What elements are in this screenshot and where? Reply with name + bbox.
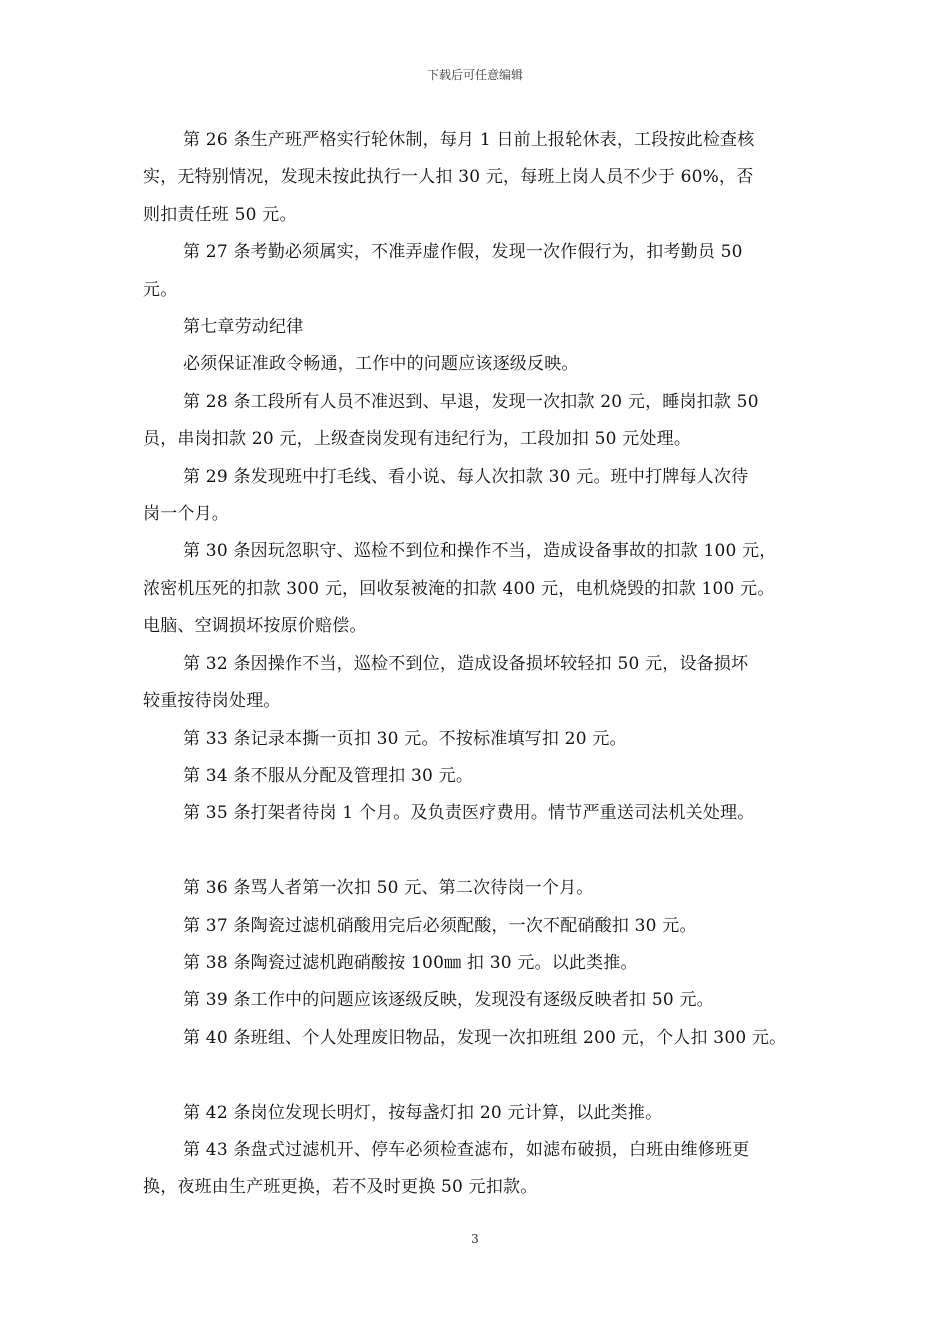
article-29-line-2: 岗一个月。: [143, 504, 229, 525]
article-30: [143, 533, 823, 645]
article-26: [143, 122, 823, 234]
article-28-line-1: 第 28 条工段所有人员不准迟到、早退，发现一次扣款 20 元，睡岗扣款 50: [183, 391, 759, 412]
article-40: 第 40 条班组、个人处理废旧物品，发现一次扣班组 200 元，个人扣 300 元。: [183, 1027, 787, 1048]
article-39: 第 39 条工作中的问题应该逐级反映，发现没有逐级反映者扣 50 元。: [183, 990, 714, 1011]
blank-line: [143, 1057, 823, 1094]
article-30-line-1: 第 30 条因玩忽职守、巡检不到位和操作不当，造成设备事故的扣款 100 元，: [183, 541, 777, 562]
article-43-line-2: 换，夜班由生产班更换，若不及时更换 50 元扣款。: [143, 1177, 538, 1198]
article-28-line-2: 员，串岗扣款 20 元，上级查岗发现有违纪行为，工段加扣 50 元处理。: [143, 429, 692, 450]
article-37: 第 37 条陶瓷过滤机硝酸用完后必须配酸，一次不配硝酸扣 30 元。: [183, 915, 697, 936]
article-29-line-1: 第 29 条发现班中打毛线、看小说、每人次扣款 30 元。班中打牌每人次待: [183, 466, 749, 487]
chapter-7-heading: 第七章劳动纪律: [183, 317, 304, 338]
article-43-line-1: 第 43 条盘式过滤机开、停车必须检查滤布，如滤布破损，白班由维修班更: [183, 1139, 750, 1160]
article-32-line-1: 第 32 条因操作不当，巡检不到位，造成设备损坏较轻扣 50 元，设备损坏: [183, 653, 749, 674]
page-header: 下载后可任意编辑: [426, 68, 523, 82]
article-34: 第 34 条不服从分配及管理扣 30 元。: [183, 765, 474, 786]
article-42: 第 42 条岗位发现长明灯，按每盏灯扣 20 元计算，以此类推。: [183, 1102, 663, 1123]
article-32: [143, 646, 823, 721]
document-body: [143, 122, 823, 1207]
article-27-line-2: 元。: [143, 279, 178, 300]
page-number: 3: [471, 1232, 479, 1246]
article-30-line-2: 浓密机压死的扣款 300 元，回收泵被淹的扣款 400 元，电机烧毁的扣款 100 元。: [143, 578, 775, 599]
article-36: 第 36 条骂人者第一次扣 50 元、第二次待岗一个月。: [183, 878, 594, 899]
article-26-line-2: 实，无特别情况，发现未按此执行一人扣 30 元，每班上岗人员不少于 60%，否: [143, 167, 754, 188]
article-32-line-2: 较重按待岗处理。: [143, 691, 281, 712]
article-33: 第 33 条记录本撕一页扣 30 元。不按标准填写扣 20 元。: [183, 728, 627, 749]
article-26-line-3: 则扣责任班 50 元。: [143, 204, 297, 225]
chapter-7-intro: 必须保证准政令畅通，工作中的问题应该逐级反映。: [183, 354, 579, 375]
article-30-line-3: 电脑、空调损坏按原价赔偿。: [143, 616, 367, 637]
article-38: 第 38 条陶瓷过滤机跑硝酸按 100㎜ 扣 30 元。以此类推。: [183, 952, 638, 973]
article-28: [143, 384, 823, 459]
blank-line: [143, 833, 823, 870]
article-27: [143, 234, 823, 309]
article-35: 第 35 条打架者待岗 1 个月。及负责医疗费用。情节严重送司法机关处理。: [183, 803, 755, 824]
article-29: [143, 459, 823, 534]
article-27-line-1: 第 27 条考勤必须属实，不准弄虚作假，发现一次作假行为，扣考勤员 50: [183, 242, 743, 263]
article-43: [143, 1132, 823, 1207]
article-26-line-1: 第 26 条生产班严格实行轮休制，每月 1 日前上报轮休表，工段按此检查核: [183, 130, 755, 150]
